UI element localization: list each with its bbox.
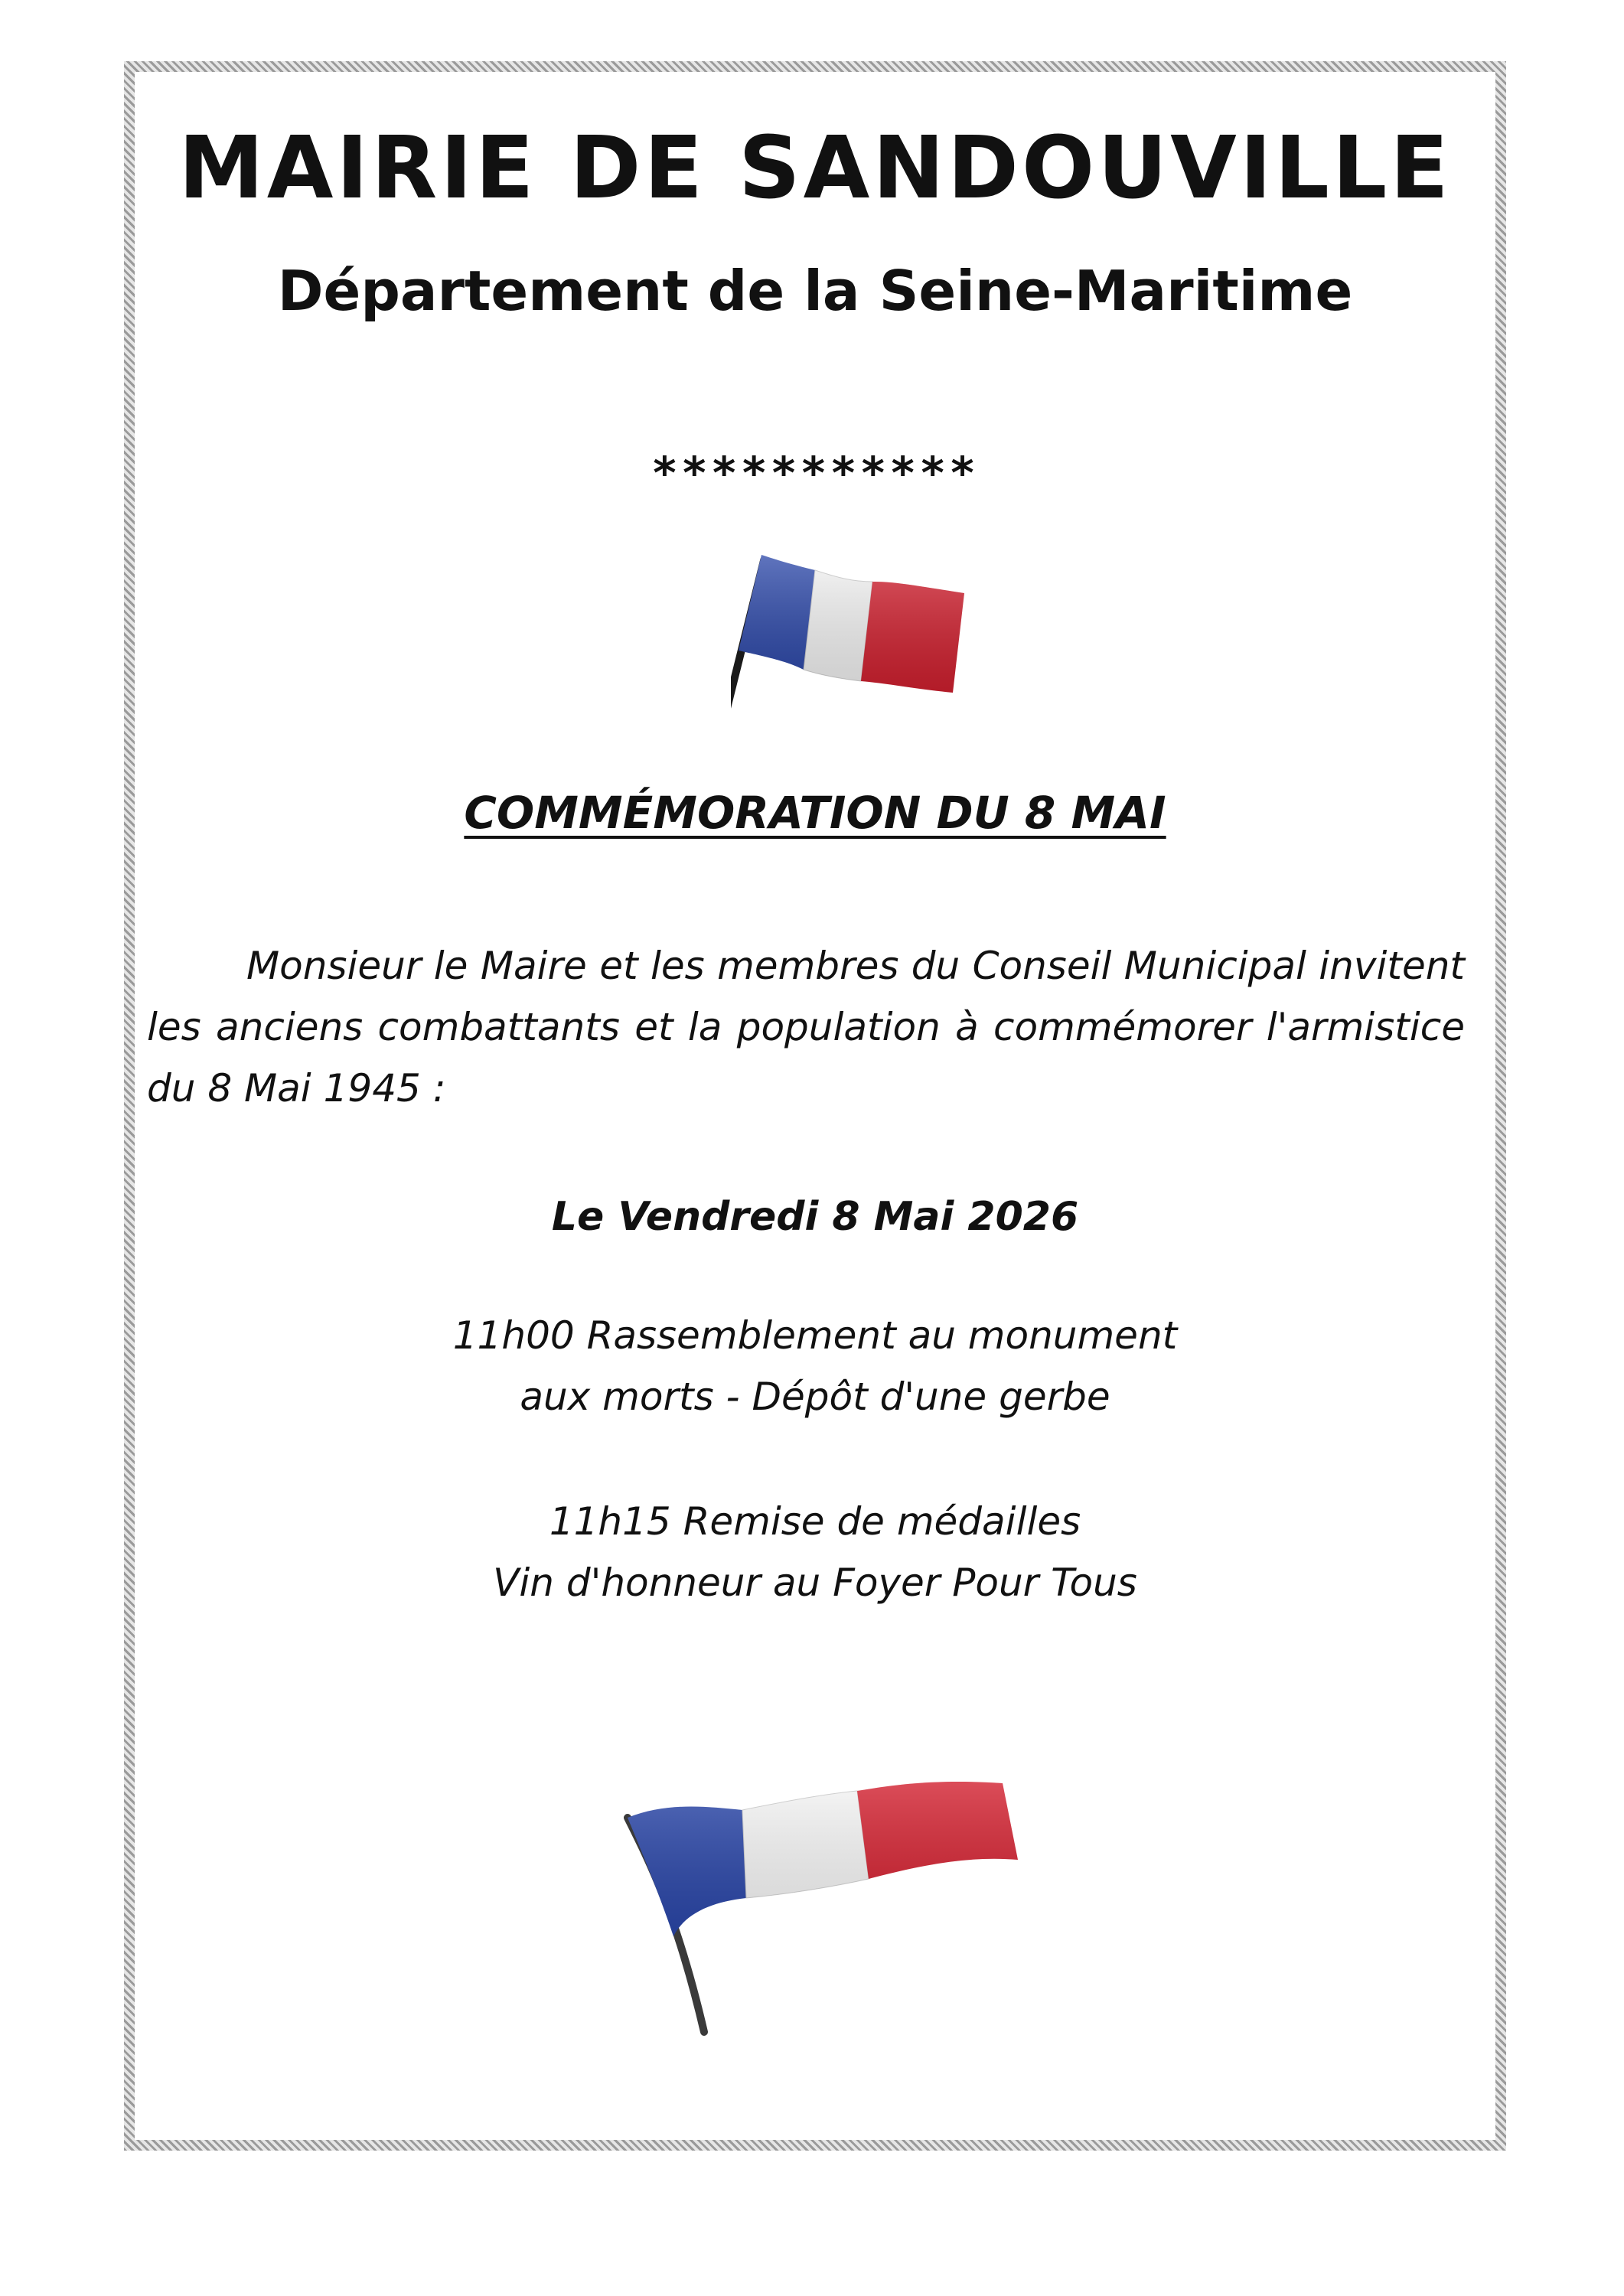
schedule-item xyxy=(124,1305,1506,1427)
commemoration-heading: COMMÉMORATION DU 8 MAI xyxy=(464,787,1166,839)
french-flag-icon xyxy=(731,547,976,746)
schedule-line: aux morts - Dépôt d'une gerbe xyxy=(520,1375,1110,1419)
invitation-paragraph: Monsieur le Maire et les membres du Conseil Municipal invitent les anciens combattants et la population à commémorer l'armistice du 8 Mai 1945 : xyxy=(147,944,1465,1110)
schedule-line: Vin d'honneur au Foyer Pour Tous xyxy=(493,1561,1137,1605)
page-title: MAIRIE DE SANDOUVILLE xyxy=(178,119,1452,218)
separator-stars: *********** xyxy=(651,447,980,499)
french-flag-icon xyxy=(605,1772,1033,2047)
schedule-line: 11h15 Remise de médailles xyxy=(549,1499,1081,1544)
event-date: Le Vendredi 8 Mai 2026 xyxy=(551,1194,1079,1240)
schedule-line: 11h00 Rassemblement au monument xyxy=(452,1313,1178,1358)
schedule-item xyxy=(124,1491,1506,1613)
page-subtitle: Département de la Seine-Maritime xyxy=(277,259,1353,323)
